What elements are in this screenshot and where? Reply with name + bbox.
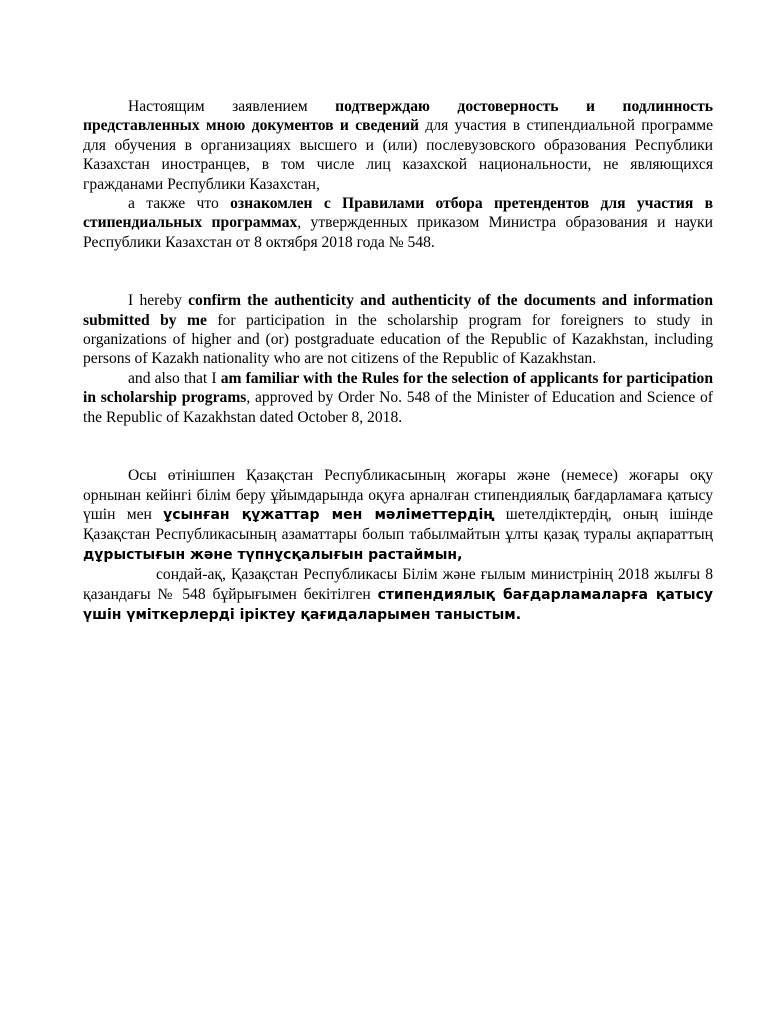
english-paragraph-2 bbox=[83, 369, 713, 427]
russian-p2-text-c: , утвержденных приказом Министра образования и науки Республики Казахстан от 8 октября 2018 года № 548. bbox=[83, 214, 713, 251]
kazakh-p1-text-c: шетелдіктердің, оның ішінде Қазақстан Республикасының азаматтары болып табылмайтын ұлты қазақ туралы ақпараттың bbox=[83, 505, 713, 544]
english-p1-text-c: for participation in the scholarship program for foreigners to study in organizations of higher and (or) postgraduate education of the Republic of Kazakhstan, including persons of Kazakh nationality who are not citizens of the Republic of Kazakhstan. bbox=[83, 311, 713, 368]
kazakh-p1-bold-2: дұрыстығын және түпнұсқалығын растаймын, bbox=[83, 546, 463, 563]
russian-section bbox=[83, 97, 713, 252]
english-p2-bold: am familiar with the Rules for the selection of applicants for participation in scholarship programs bbox=[83, 369, 713, 407]
russian-p1-text-a: Настоящим заявлением bbox=[128, 98, 336, 115]
kazakh-p1-bold-1: ұсынған құжаттар мен мәліметтердің bbox=[163, 506, 495, 523]
russian-paragraph-2 bbox=[83, 194, 713, 252]
kazakh-p2-text-a: сондай-ақ, Қазақстан Республикасы Білім және ғылым министрінің 2018 жылғы 8 қазандағы № 548 бұйрығымен бекітілген bbox=[83, 566, 713, 603]
kazakh-paragraph-2 bbox=[83, 565, 713, 625]
kazakh-p1-text-a: Осы өтінішпен Қазақстан Республикасының жоғары және (немесе) жоғары оқу орнынан кейінгі білім беру ұйымдарында оқуға арналған стипендиялық бағдарламаға қатысу үшін мен bbox=[83, 467, 713, 523]
russian-p2-bold: ознакомлен с Правилами отбора претендентов для участия в стипендиальных программах bbox=[83, 195, 714, 232]
russian-paragraph-1 bbox=[83, 97, 713, 194]
russian-p1-bold: подтверждаю достоверность и подлинность представленных мною документов и сведений bbox=[83, 98, 714, 135]
russian-p1-text-c: для участия в стипендиальной программе для обучения в организациях высшего и (или) послевузовского образования Республики Казахстан иностранцев, в том числе лиц казахской национальности, не являющихся гражданами Республики Казахстан, bbox=[83, 117, 713, 193]
english-section bbox=[83, 291, 713, 427]
english-p2-text-a: and also that I bbox=[128, 369, 221, 387]
kazakh-p2-bold: стипендиялық бағдарламаларға қатысу үшін үміткерлерді іріктеу қағидаларымен таныстым. bbox=[83, 586, 713, 623]
kazakh-paragraph-1 bbox=[83, 466, 713, 565]
english-p1-bold: confirm the authenticity and authenticity of the documents and information submitted by me bbox=[83, 292, 713, 329]
document-page bbox=[83, 97, 713, 625]
russian-p2-text-a: а также что bbox=[128, 195, 231, 213]
english-p1-text-a: I hereby bbox=[128, 292, 189, 310]
english-paragraph-1 bbox=[83, 291, 713, 369]
kazakh-section bbox=[83, 466, 713, 625]
english-p2-text-c: , approved by Order No. 548 of the Minister of Education and Science of the Republic of Kazakhstan dated October 8, 2018. bbox=[83, 389, 713, 426]
